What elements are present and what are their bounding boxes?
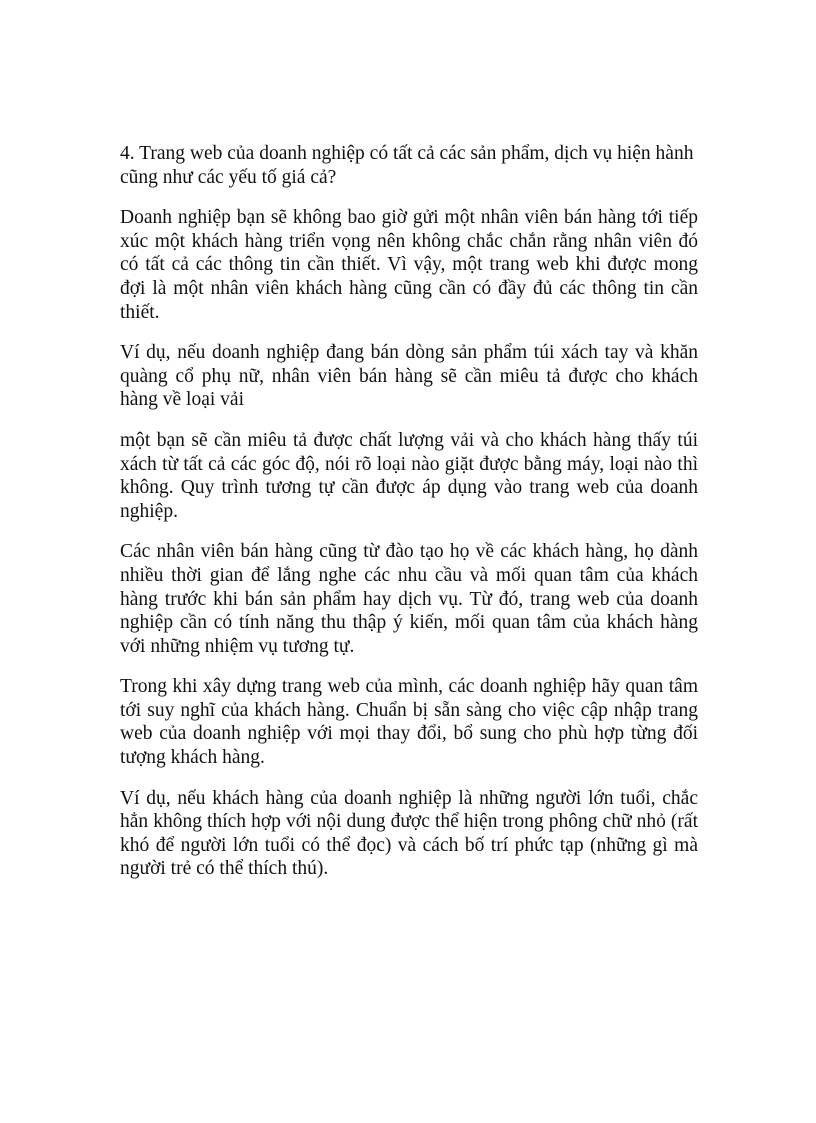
paragraph: Các nhân viên bán hàng cũng từ đào tạo họ về các khách hàng, họ dành nhiều thời gian để lắng nghe các nhu cầu và mối quan tâm của khách hàng trước khi bán sản phẩm hay dịch vụ. Từ đó, trang web của doanh nghiệp cần có tính năng thu thập ý kiến, mối quan tâm của khách hàng với những nhiệm vụ tương tự. — [120, 541, 698, 657]
paragraph: Ví dụ, nếu khách hàng của doanh nghiệp là những người lớn tuổi, chắc hẳn không thích hợp với nội dung được thể hiện trong phông chữ nhỏ (rất khó để người lớn tuổi có thể đọc) và cách bố trí phức tạp (những gì mà người trẻ có thể thích thú). — [120, 787, 698, 880]
paragraph: Ví dụ, nếu doanh nghiệp đang bán dòng sản phẩm túi xách tay và khăn quàng cổ phụ nữ, nhân viên bán hàng sẽ cần miêu tả được cho khách hàng về loại vải — [120, 342, 698, 411]
paragraph-question-heading: 4. Trang web của doanh nghiệp có tất cả các sản phẩm, dịch vụ hiện hành cũng như các yếu tố giá cả? — [120, 143, 694, 188]
paragraph: một bạn sẽ cần miêu tả được chất lượng vải và cho khách hàng thấy túi xách từ tất cả các góc độ, nói rõ loại nào giặt được bằng máy, loại nào thì không. Quy trình tương tự cần được áp dụng vào trang web của doanh nghiệp. — [120, 429, 698, 522]
paragraph: Doanh nghiệp bạn sẽ không bao giờ gửi một nhân viên bán hàng tới tiếp xúc một khách hàng triển vọng nên không chắc chắn rằng nhân viên đó có tất cả các thông tin cần thiết. Vì vậy, một trang web khi được mong đợi là một nhân viên khách hàng cũng cần có đầy đủ các thông tin cần thiết. — [120, 207, 698, 323]
document-body — [120, 142, 698, 898]
paragraph: Trong khi xây dựng trang web của mình, các doanh nghiệp hãy quan tâm tới suy nghĩ của khách hàng. Chuẩn bị sẵn sàng cho việc cập nhập trang web của doanh nghiệp với mọi thay đổi, bổ sung cho phù hợp từng đối tượng khách hàng. — [120, 676, 698, 769]
